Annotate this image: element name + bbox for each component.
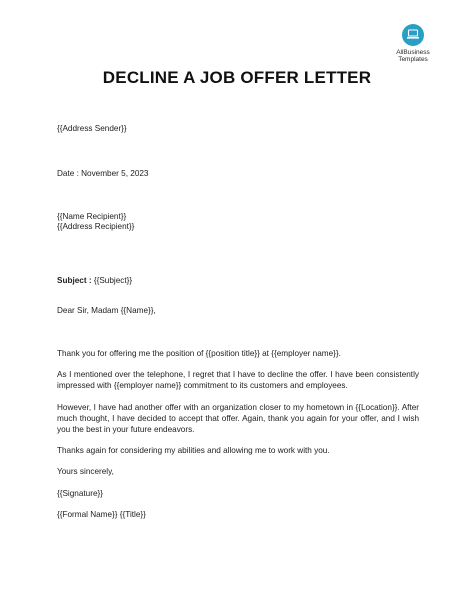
subject-line	[57, 276, 132, 286]
paragraph-1: Thank you for offering me the position of {{position title}} at {{employer name}}.	[57, 349, 341, 358]
date-label: Date	[57, 169, 75, 178]
company-logo	[388, 24, 438, 63]
paragraph-4: Thanks again for considering my abilities and allowing me to work with you.	[57, 446, 330, 455]
salutation: Dear Sir, Madam {{Name}},	[57, 306, 156, 315]
sender-address: {{Address Sender}}	[57, 124, 127, 133]
date-value: November 5, 2023	[81, 169, 149, 178]
document-title: DECLINE A JOB OFFER LETTER	[102, 68, 372, 87]
formal-name: {{Formal Name}} {{Title}}	[57, 510, 146, 519]
closing: Yours sincerely,	[57, 467, 114, 476]
subject-label: Subject	[57, 276, 87, 285]
recipient-address: {{Address Recipient}}	[57, 222, 135, 231]
logo-line-1: AllBusiness	[396, 49, 430, 56]
signature: {{Signature}}	[57, 489, 103, 498]
date-line	[57, 169, 148, 179]
subject-separator: :	[86, 276, 94, 285]
paragraph-3: However, I have had another offer with an organization closer to my hometown in {{Location}}. After much thought, I have decided to accept that offer. Again, thank you again for your offer, and I wish you the best in your future endeavors.	[57, 403, 419, 434]
laptop-icon	[402, 24, 424, 46]
logo-line-2: Templates	[398, 56, 428, 63]
recipient-name: {{Name Recipient}}	[57, 212, 127, 221]
subject-value: {{Subject}}	[93, 276, 133, 285]
logo-text	[388, 49, 438, 63]
date-separator: :	[74, 169, 82, 178]
paragraph-2: As I mentioned over the telephone, I regret that I have to decline the offer. I have been consistently impressed with {{employer name}} commitment to its customers and employees.	[57, 370, 419, 390]
